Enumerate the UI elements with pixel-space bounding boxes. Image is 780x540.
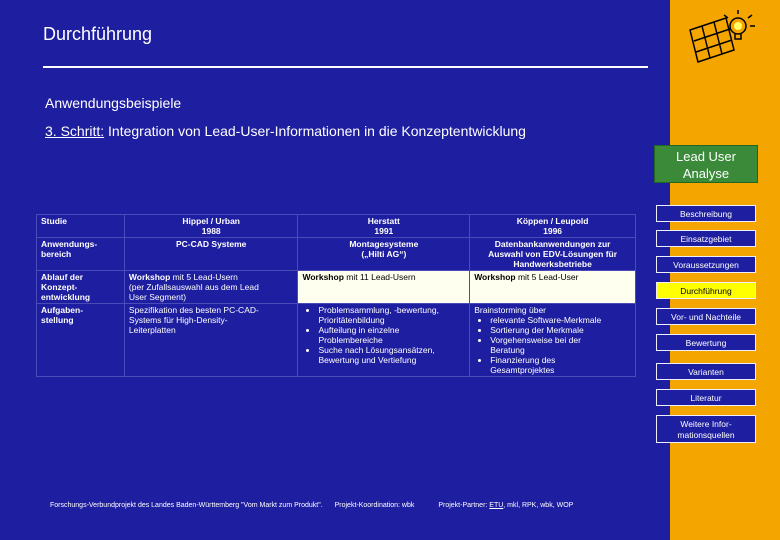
table-cell: Datenbankanwendungen zur Auswahl von EDV-Lösungen für Handwerksbetriebe	[470, 238, 636, 271]
nav-item-vor-nachteile[interactable]: Vor- und Nachteile	[656, 308, 756, 325]
nav-item-bewertung[interactable]: Bewertung	[656, 334, 756, 351]
list-item: • relevante Software-Merkmale	[490, 315, 631, 325]
table-cell: Workshop mit 5 Lead-User	[470, 271, 636, 304]
page-title: Durchführung	[43, 24, 153, 44]
title-divider	[43, 66, 648, 68]
step-heading	[45, 123, 526, 139]
nav-item-voraussetzungen[interactable]: Voraussetzungen	[656, 256, 756, 273]
header-herstatt: Herstatt 1991	[298, 215, 470, 238]
puzzle-lightbulb-icon	[686, 10, 756, 65]
nav-item-einsatzgebiet[interactable]: Einsatzgebiet	[656, 230, 756, 247]
nav-item-weitere-informationsquellen[interactable]: Weitere Infor- mationsquellen	[656, 415, 756, 443]
list-item: • Sortierung der Merkmale	[490, 325, 631, 335]
row-label: Ablauf der Konzept- entwicklung	[37, 271, 125, 304]
header-study: Studie	[37, 215, 125, 238]
header-koeppen: Köppen / Leupold 1996	[470, 215, 636, 238]
section-subtitle: Anwendungsbeispiele	[45, 95, 182, 111]
table-row	[37, 304, 636, 377]
table-cell: Montagesysteme („Hilti AG“)	[298, 238, 470, 271]
table-header-row	[37, 215, 636, 238]
table-cell: Spezifikation des besten PC-CAD- Systems für High-Density- Leiterplatten	[124, 304, 298, 377]
header-hippel: Hippel / Urban 1988	[124, 215, 298, 238]
list-item: • Finanzierung des Gesamtprojektes	[490, 355, 631, 375]
nav-item-varianten[interactable]: Varianten	[656, 363, 756, 380]
list-item: • Aufteilung in einzelne Problembereiche	[318, 325, 465, 345]
nav-item-beschreibung[interactable]: Beschreibung	[656, 205, 756, 222]
partner-link-etu[interactable]: ETU	[489, 502, 504, 509]
step-prefix: 3. Schritt:	[45, 123, 105, 139]
table-cell	[470, 304, 636, 377]
footer-partners: Projekt-Partner: ETU, mkl, RPK, wbk, WOP	[438, 502, 574, 509]
table-row	[37, 238, 636, 271]
row-label: Aufgaben- stellung	[37, 304, 125, 377]
table-cell	[298, 304, 470, 377]
list-item: • Problemsammlung, -bewertung, Prioritätenbildung	[318, 305, 465, 325]
table-cell: PC-CAD Systeme	[124, 238, 298, 271]
nav-item-durchfuehrung[interactable]: Durchführung	[656, 282, 756, 299]
footer	[50, 502, 583, 509]
list-item: • Vorgehensweise bei der Beratung	[490, 335, 631, 355]
step-text: Integration von Lead-User-Informationen in die Konzeptentwicklung	[104, 123, 526, 139]
footer-project: Forschungs-Verbundprojekt des Landes Baden-Württemberg "Vom Markt zum Produkt".	[50, 502, 323, 509]
footer-coordination: Projekt-Koordination: wbk	[334, 502, 415, 509]
list-item: • Suche nach Lösungsansätzen, Bewertung und Vertiefung	[318, 345, 465, 365]
nav-item-literatur[interactable]: Literatur	[656, 389, 756, 406]
table-cell: Workshop mit 5 Lead-Usern (per Zufallsauswahl aus dem Lead User Segment)	[124, 271, 298, 304]
lead-user-box[interactable]: Lead User Analyse	[654, 145, 758, 183]
table-row	[37, 271, 636, 304]
list-intro: Brainstorming über	[474, 305, 546, 315]
table-cell: Workshop mit 11 Lead-Usern	[298, 271, 470, 304]
studies-table	[36, 214, 636, 377]
row-label: Anwendungs- bereich	[37, 238, 125, 271]
